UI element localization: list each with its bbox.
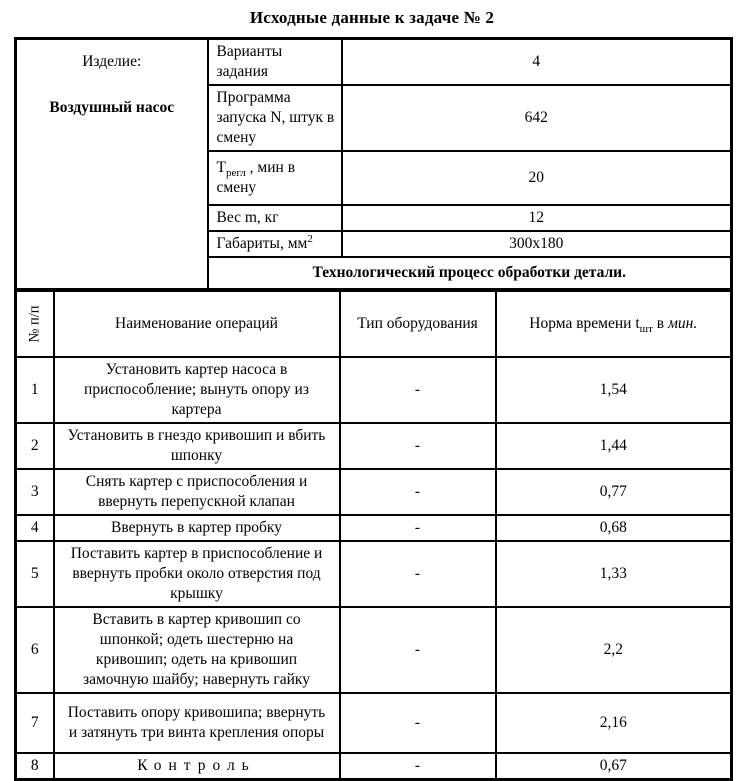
op-equipment-cell: - [340, 423, 496, 469]
op-num-cell: 7 [16, 693, 54, 753]
treg-symbol: T [216, 159, 226, 176]
info-label-cell [208, 231, 342, 257]
op-name-cell: Контроль [54, 753, 340, 780]
process-table [14, 289, 733, 781]
treg-unit-text: , мин в смену [216, 159, 296, 196]
col-header-operation: Наименование операций [54, 290, 340, 357]
page-title: Исходные данные к задаче № 2 [249, 8, 495, 27]
info-value-cell: 4 [342, 39, 732, 86]
product-label: Изделие: [82, 53, 142, 70]
time-header-text: Норма времени t [529, 314, 640, 332]
op-equipment-cell: - [340, 607, 496, 693]
op-num-cell: 2 [16, 423, 54, 469]
time-header-unit: мин. [667, 314, 698, 332]
info-value-cell: 12 [342, 205, 732, 231]
op-name-cell: Поставить картер в приспособление и ввернуть пробки около отверстия под крышку [54, 541, 340, 607]
section-header: Технологический процесс обработки детали. [208, 257, 732, 289]
table-row [16, 693, 732, 753]
time-header-subscript: шт [639, 322, 653, 335]
info-label-cell [208, 151, 342, 205]
op-time-cell: 1,33 [496, 541, 732, 607]
col-header-num [16, 290, 54, 357]
table-row [16, 469, 732, 515]
table-row [16, 423, 732, 469]
table-row [16, 753, 732, 780]
info-value-cell: 20 [342, 151, 732, 205]
dimensions-label: Габариты, мм [216, 235, 308, 252]
op-num-cell: 6 [16, 607, 54, 693]
op-equipment-cell: - [340, 541, 496, 607]
col-header-time [496, 290, 732, 357]
table-row [16, 515, 732, 541]
op-equipment-cell: - [340, 469, 496, 515]
info-label-cell: Варианты задания [208, 39, 342, 86]
table-row [16, 357, 732, 423]
product-cell [16, 39, 208, 290]
op-time-cell: 1,54 [496, 357, 732, 423]
op-name-cell: Снять картер с приспособления и ввернуть перепускной клапан [54, 469, 340, 515]
treg-subscript: регл [225, 167, 246, 180]
op-time-cell: 0,67 [496, 753, 732, 780]
op-name-cell: Установить в гнездо кривошип и вбить шпонку [54, 423, 340, 469]
table-row [16, 607, 732, 693]
op-name-cell: Вставить в картер кривошип со шпонкой; одеть шестерню на кривошип; одеть на кривошип замочную шайбу; навернуть гайку [54, 607, 340, 693]
op-equipment-cell: - [340, 693, 496, 753]
dimensions-superscript: 2 [307, 232, 313, 245]
product-name: Воздушный насос [49, 99, 175, 116]
op-num-cell: 8 [16, 753, 54, 780]
op-num-cell: 5 [16, 541, 54, 607]
op-time-cell: 2,2 [496, 607, 732, 693]
col-header-num-label: № п/п [26, 304, 43, 343]
info-label-cell: Вес m, кг [208, 205, 342, 231]
info-table [14, 37, 733, 291]
table-row [16, 541, 732, 607]
op-equipment-cell: - [340, 515, 496, 541]
op-num-cell: 4 [16, 515, 54, 541]
op-name-cell: Установить картер насоса в приспособление; вынуть опору из картера [54, 357, 340, 423]
info-label-cell: Программа запуска N, штук в смену [208, 85, 342, 151]
info-row-variants [16, 39, 732, 86]
vertical-text-wrap [21, 294, 49, 354]
op-num-cell: 3 [16, 469, 54, 515]
col-header-equipment: Тип оборудования [340, 290, 496, 357]
op-time-cell: 0,68 [496, 515, 732, 541]
op-num-cell: 1 [16, 357, 54, 423]
op-name-cell: Поставить опору кривошипа; ввернуть и затянуть три винта крепления опоры [54, 693, 340, 753]
op-time-cell: 0,77 [496, 469, 732, 515]
time-header-mid: в [652, 314, 668, 332]
op-time-cell: 1,44 [496, 423, 732, 469]
info-value-cell: 300x180 [342, 231, 732, 257]
process-header-row [16, 290, 732, 357]
op-time-cell: 2,16 [496, 693, 732, 753]
op-name-cell: Ввернуть в картер пробку [54, 515, 340, 541]
op-equipment-cell: - [340, 753, 496, 780]
info-value-cell: 642 [342, 85, 732, 151]
op-equipment-cell: - [340, 357, 496, 423]
